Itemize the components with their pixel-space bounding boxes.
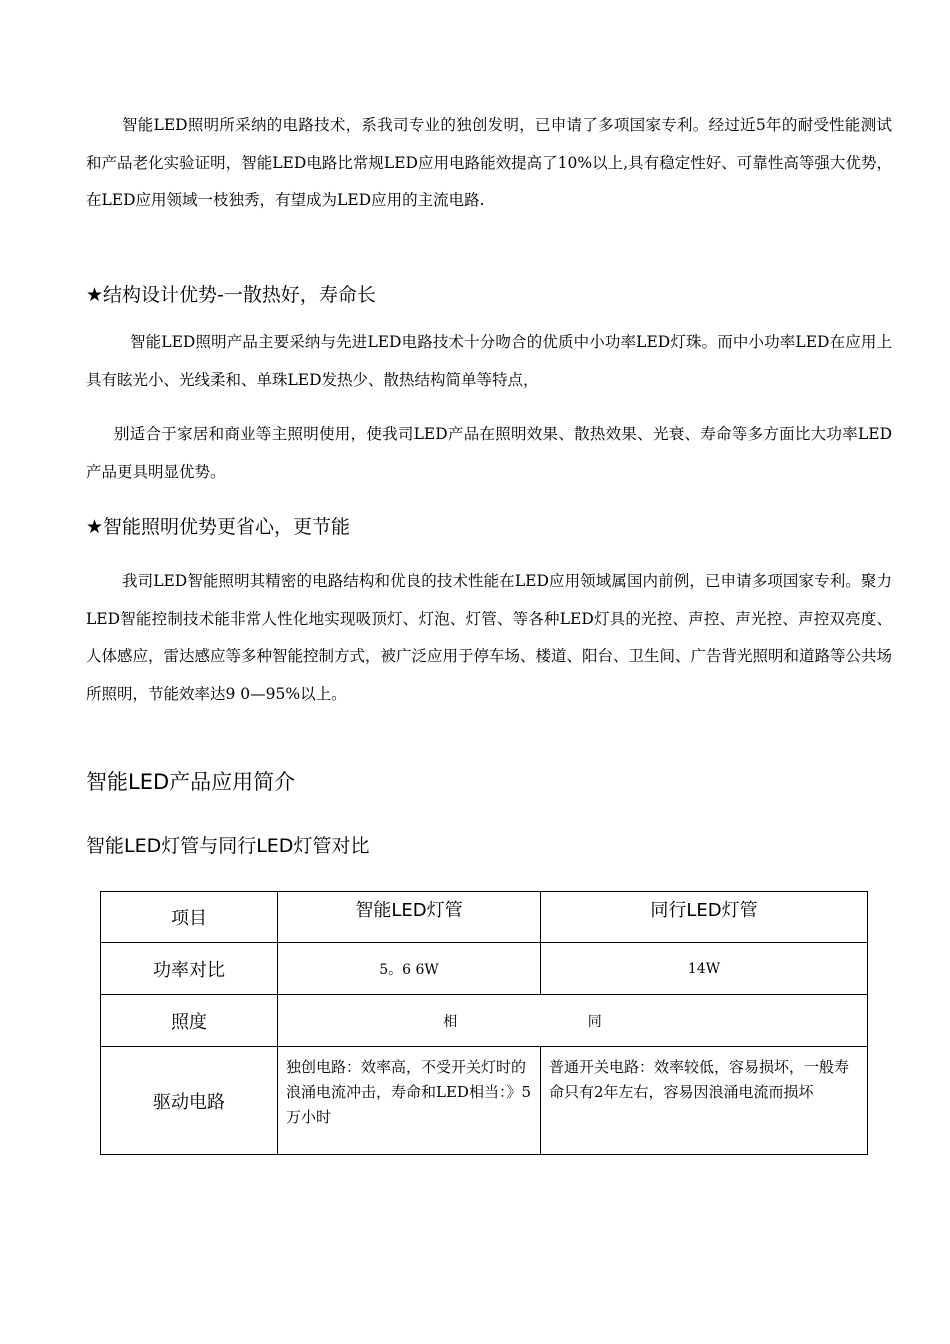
heading-smart-lighting-advantage: ★智能照明优势更省心，更节能: [86, 516, 351, 538]
header-smart-tube: 智能LED灯管: [278, 892, 541, 943]
heading-tube-comparison: 智能LED灯管与同行LED灯管对比: [86, 835, 370, 857]
header-item: 项目: [101, 892, 278, 943]
lux-text-part2: 同: [587, 1013, 602, 1030]
row-label-driver: 驱动电路: [101, 1047, 278, 1155]
lux-merged-cell: [278, 995, 868, 1047]
table-row-lux: [101, 995, 868, 1047]
lux-text-part1: 相: [443, 1013, 458, 1030]
table-row-driver: [101, 1047, 868, 1155]
paragraph-led-circuit: 智能LED照明所采纳的电路技术，系我司专业的独创发明，已申请了多项国家专利。经过近5年的耐受性能测试和产品老化实验证明，智能LED电路比常规LED应用电路能效提高了10%以上,具有稳定性好、可靠性高等强大优势，在LED应用领域一枝独秀，有望成为LED应用的主流电路.: [86, 116, 892, 209]
heading-product-intro: 智能LED产品应用简介: [86, 770, 296, 794]
table-row-power: [101, 943, 868, 995]
driver-competitor-text: 普通开关电路：效率较低，容易损坏，一般寿命只有2年左右，容易因浪涌电流而损坏: [541, 1047, 868, 1155]
row-label-lux: 照度: [101, 995, 278, 1047]
header-competitor-tube: 同行LED灯管: [541, 892, 868, 943]
paragraph-smart-control: 我司LED智能照明其精密的电路结构和优良的技术性能在LED应用领域属国内前例，已申请多项国家专利。聚力LED智能控制技术能非常人性化地实现吸顶灯、灯泡、灯管、等各种LED灯具的光控、声控、声光控、声控双亮度、人体感应，雷达感应等多种智能控制方式，被广泛应用于停车场、楼道、阳台、卫生间、广告背光照明和道路等公共场所照明，节能效率达9 0—95%以上。: [86, 572, 893, 703]
power-competitor-value: 14W: [541, 943, 868, 995]
driver-smart-text: 独创电路：效率高，不受开关灯时的浪涌电流冲击，寿命和LED相当：》5万小时: [278, 1047, 541, 1155]
power-smart-value: 5。6 6W: [278, 943, 541, 995]
heading-structure-advantage: ★结构设计优势-一散热好，寿命长: [86, 284, 376, 306]
row-label-power: 功率对比: [101, 943, 278, 995]
paragraph-led-beads: 智能LED照明产品主要采纳与先进LED电路技术十分吻合的优质中小功率LED灯珠。而中小功率LED在应用上具有眩光小、光线柔和、单珠LED发热少、散热结构简单等特点，: [86, 333, 892, 389]
table-header-row: [101, 892, 868, 943]
paragraph-home-commercial: 别适合于家居和商业等主照明使用，使我司LED产品在照明效果、散热效果、光衰、寿命等多方面比大功率LED产品更具明显优势。: [86, 425, 892, 481]
comparison-table: [100, 891, 868, 1155]
